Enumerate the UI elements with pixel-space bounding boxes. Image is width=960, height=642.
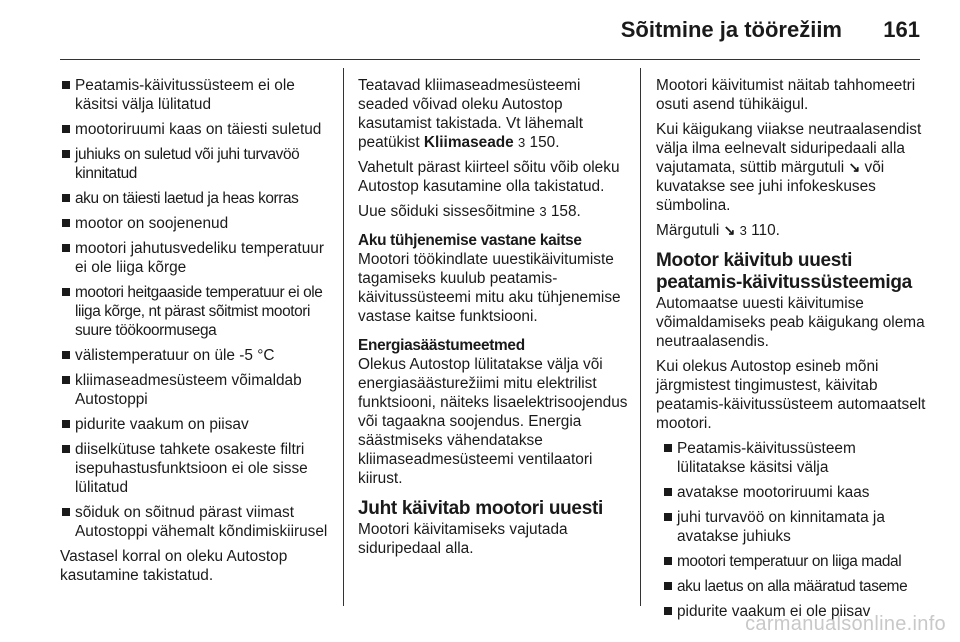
condition-list [662, 439, 928, 621]
section-heading: Juht käivitab mootori uuesti [358, 498, 603, 519]
paragraph [656, 221, 928, 240]
paragraph: Mootori käivitamiseks vajutada siduripedaal alla. [358, 521, 568, 557]
paragraph: Mootori käivitumist näitab tahhomeetri osuti asend tühikäigul. [656, 77, 916, 113]
list-item: mootor on soojenenud [60, 214, 330, 233]
list-item: avatakse mootoriruumi kaas [662, 483, 928, 502]
list-item: mootori temperatuur on liiga madal [662, 552, 928, 571]
list-item: Peatamis-käivitussüsteem ei ole käsitsi välja lülitatud [60, 76, 330, 114]
subheading: Aku tühjenemise vastane kaitse [358, 232, 582, 249]
paragraph-text: või kuvatakse see juhi infokeskuses sümbolina. [656, 159, 885, 214]
page-title: Sõitmine ja töörežiim [620, 17, 842, 42]
page-reference: 110. [746, 222, 780, 239]
page-header [0, 0, 960, 60]
list-item: aku on täiesti laetud ja heas korras [60, 189, 330, 208]
list-item: mootori heitgaaside temperatuur ei ole liiga kõrge, nt pärast sõitmist mootori suure töökoormusega [60, 283, 330, 340]
page-reference: 158. [546, 203, 581, 220]
column-divider [640, 68, 641, 606]
list-item: mootoriruumi kaas on täiesti suletud [60, 120, 330, 139]
list-item: sõiduk on sõitnud pärast viimast Autostoppi vähemalt kõndimiskiirusel [60, 503, 330, 541]
subheading: Energiasäästumeetmed [358, 337, 525, 354]
column-2 [358, 76, 630, 564]
column-divider [343, 68, 344, 606]
paragraph-text: Uue sõiduki sissesõitmine [358, 203, 540, 220]
paragraph: Olekus Autostop lülitatakse välja või energiasäästurežiimi mitu elektrilist funktsiooni, näiteks lisaelektrisoojendus või tagaakna soojendus. Energia säästmiseks vähendatakse kliimaseadmesüsteemi ventilaatori kiirust. [358, 356, 628, 487]
column-3 [656, 76, 928, 627]
column-1 [60, 76, 330, 591]
paragraph: Vahetult pärast kiirteel sõitu võib oleku Autostop kasutamine olla takistatud. [358, 159, 620, 195]
paragraph [656, 120, 928, 215]
triangle-arrow-icon: 3 [539, 204, 547, 219]
list-item: Peatamis-käivitussüsteem lülitatakse käsitsi välja [662, 439, 928, 477]
paragraph-text: Kui käigukang viiakse neutraalasendist välja ilma eelnevalt siduripedaali alla vajutamata, süttib märgutuli [656, 121, 922, 176]
paragraph-text: Teatavad kliimaseadmesüsteemi seaded võivad oleku Autostop kasutamist takistada. Vt lähemalt peatükist [358, 77, 583, 151]
paragraph: Mootori töökindlate uuestikäivitumiste tagamiseks kuulub peatamis-käivitussüsteemi mitu aku tühjenemise vastase kaitse funktsiooni. [358, 251, 621, 325]
paragraph: Automaatse uuesti käivitumise võimaldamiseks peab käigukang olema neutraalasendis. [656, 295, 925, 350]
list-item: juhiuks on suletud või juhi turvavöö kinnitatud [60, 145, 330, 183]
page-number: 161 [883, 17, 920, 42]
paragraph [358, 202, 630, 221]
list-item: välistemperatuur on üle -5 °C [60, 346, 330, 365]
header-rule [60, 59, 920, 60]
list-item: pidurite vaakum on piisav [60, 415, 330, 434]
triangle-arrow-icon: 3 [739, 223, 747, 238]
paragraph: Vastasel korral on oleku Autostop kasutamine takistatud. [60, 548, 288, 584]
triangle-arrow-icon: 3 [518, 135, 526, 150]
list-item: aku laetus on alla määratud taseme [662, 577, 928, 596]
list-item: diiselkütuse tahkete osakeste filtri isepuhastusfunktsioon ei ole sisse lülitatud [60, 440, 330, 497]
cross-reference-title: Kliimaseade [423, 134, 514, 151]
list-item: kliimaseadmesüsteem võimaldab Autostoppi [60, 371, 330, 409]
autostop-indicator-icon: ↘ [723, 222, 736, 238]
paragraph-text: Märgutuli [656, 222, 724, 239]
condition-list [60, 76, 330, 541]
paragraph [358, 76, 630, 152]
watermark: carmanualsonline.info [745, 613, 946, 635]
section-heading: Mootor käivitub uuesti peatamis-käivitussüsteemiga [656, 250, 912, 293]
list-item: mootori jahutusvedeliku temperatuur ei ole liiga kõrge [60, 239, 330, 277]
paragraph: Kui olekus Autostop esineb mõni järgmistest tingimustest, käivitab peatamis-käivitussüsteem automaatselt mootori. [656, 358, 926, 432]
list-item: pidurite vaakum ei ole piisav [662, 602, 928, 621]
autostop-indicator-icon: ↘ [848, 159, 861, 175]
list-item: juhi turvavöö on kinnitamata ja avatakse juhiuks [662, 508, 928, 546]
page-reference: 150. [525, 134, 560, 151]
